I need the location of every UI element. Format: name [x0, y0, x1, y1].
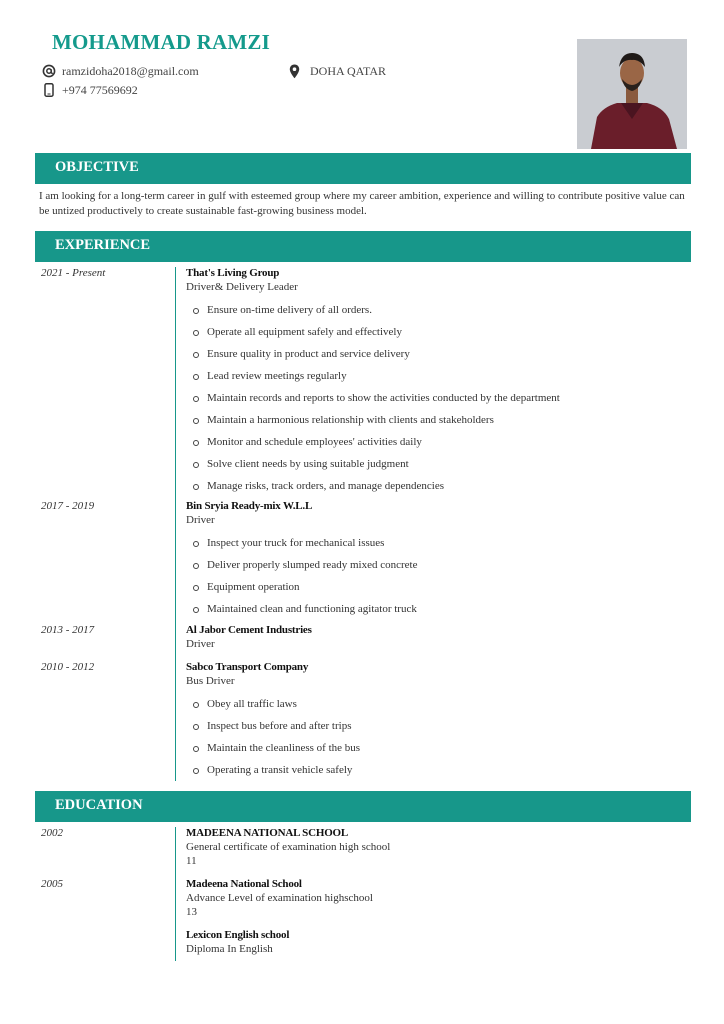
list-item: Lead review meetings regularly	[193, 369, 560, 391]
list-item: Deliver properly slumped ready mixed concrete	[193, 558, 417, 580]
education-school: MADEENA NATIONAL SCHOOL	[186, 827, 349, 839]
experience-date: 2017 - 2019	[41, 500, 95, 512]
list-item: Obey all traffic laws	[193, 697, 360, 719]
list-item: Operate all equipment safely and effectively	[193, 325, 560, 347]
list-item: Inspect your truck for mechanical issues	[193, 536, 417, 558]
section-education-header: EDUCATION	[35, 791, 691, 822]
phone-row	[42, 82, 138, 98]
experience-role: Driver	[186, 514, 215, 526]
experience-date: 2013 - 2017	[41, 624, 95, 636]
experience-duties	[193, 536, 417, 624]
education-score: 13	[186, 906, 197, 918]
education-school: Lexicon English school	[186, 929, 290, 941]
experience-date: 2010 - 2012	[41, 661, 95, 673]
education-date: 2005	[41, 878, 63, 890]
experience-company: Bin Sryia Ready-mix W.L.L	[186, 500, 313, 512]
profile-photo	[577, 39, 687, 149]
list-item: Monitor and schedule employees' activities daily	[193, 435, 560, 457]
list-item: Maintain the cleanliness of the bus	[193, 741, 360, 763]
map-pin-icon	[287, 63, 301, 79]
list-item: Operating a transit vehicle safely	[193, 763, 360, 785]
experience-timeline	[35, 265, 691, 785]
list-item: Maintain a harmonious relationship with clients and stakeholders	[193, 413, 560, 435]
list-item: Manage risks, track orders, and manage dependencies	[193, 479, 560, 501]
list-item: Ensure on-time delivery of all orders.	[193, 303, 560, 325]
experience-company: Sabco Transport Company	[186, 661, 309, 673]
section-objective-header: OBJECTIVE	[35, 153, 691, 184]
location-text: DOHA QATAR	[310, 63, 387, 78]
experience-role: Bus Driver	[186, 675, 235, 687]
phone-text[interactable]: +974 77569692	[62, 82, 138, 97]
timeline-divider	[175, 267, 176, 781]
experience-role: Driver	[186, 638, 215, 650]
experience-date: 2021 - Present	[41, 267, 106, 279]
experience-company: Al Jabor Cement Industries	[186, 624, 312, 636]
education-detail: Diploma In English	[186, 943, 273, 955]
email-text[interactable]: ramzidoha2018@gmail.com	[62, 63, 199, 78]
at-icon	[42, 63, 56, 79]
list-item: Equipment operation	[193, 580, 417, 602]
location-row	[287, 63, 386, 79]
experience-company: That's Living Group	[186, 267, 280, 279]
timeline-divider	[175, 827, 176, 961]
education-detail: General certificate of examination high school	[186, 841, 391, 853]
education-date: 2002	[41, 827, 63, 839]
mobile-phone-icon	[42, 82, 56, 98]
education-detail: Advance Level of examination highschool	[186, 892, 373, 904]
list-item: Maintain records and reports to show the activities conducted by the department	[193, 391, 560, 413]
candidate-name: MOHAMMAD RAMZI	[52, 30, 271, 54]
section-experience-header: EXPERIENCE	[35, 231, 691, 262]
list-item: Ensure quality in product and service delivery	[193, 347, 560, 369]
list-item: Maintained clean and functioning agitator truck	[193, 602, 417, 624]
education-score: 11	[186, 855, 197, 867]
education-school: Madeena National School	[186, 878, 302, 890]
email-row	[42, 63, 199, 79]
list-item: Inspect bus before and after trips	[193, 719, 360, 741]
objective-text: I am looking for a long-term career in gulf with esteemed group where my career ambition, experience and willing to contribute positive value can be untized productively to create sustainable fast-growing business model.	[39, 190, 685, 217]
list-item: Solve client needs by using suitable judgment	[193, 457, 560, 479]
experience-duties	[193, 303, 560, 501]
experience-role: Driver& Delivery Leader	[186, 281, 298, 293]
education-timeline	[35, 825, 691, 965]
experience-duties	[193, 697, 360, 785]
